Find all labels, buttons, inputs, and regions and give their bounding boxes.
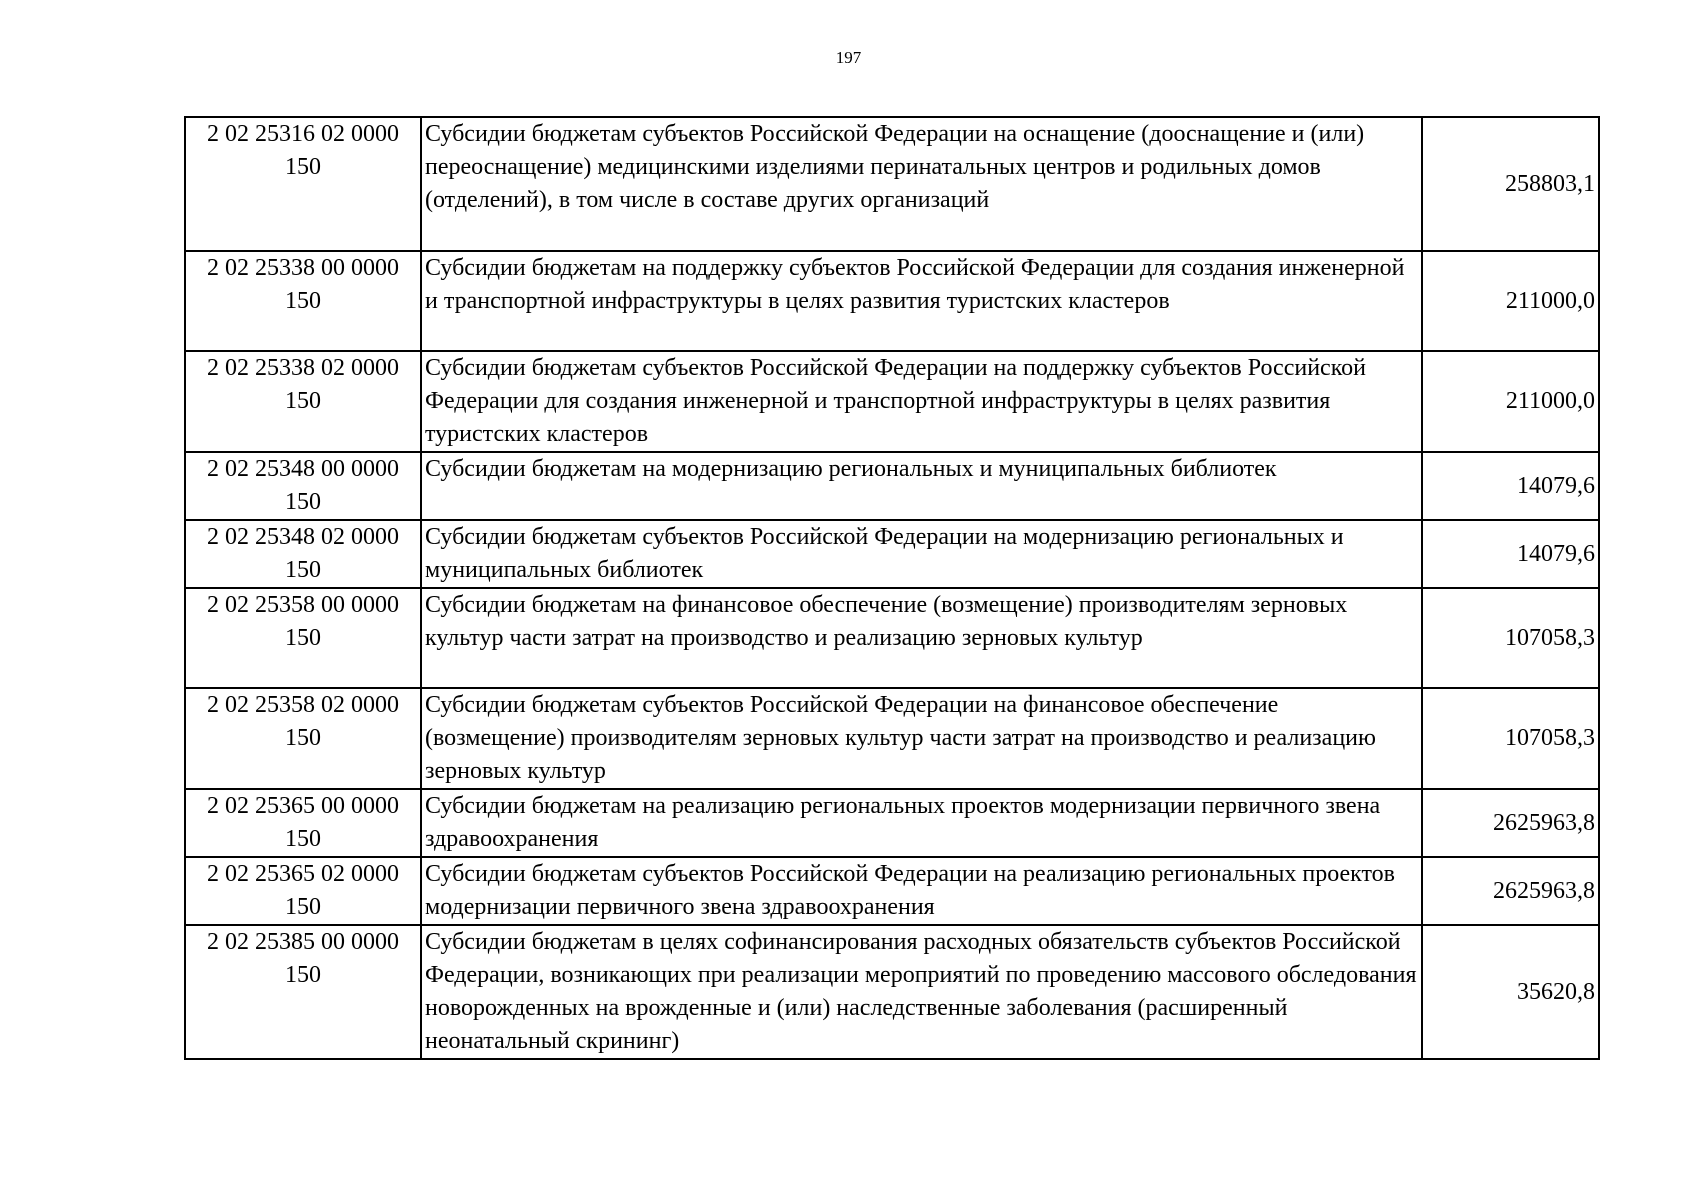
page-number: 197 — [835, 48, 862, 67]
budget-revenue-table — [184, 116, 1600, 1060]
amount-cell: 14079,6 — [1422, 452, 1599, 520]
description-cell: Субсидии бюджетам субъектов Российской Федерации на оснащение (дооснащение и (или) переоснащение) медицинскими изделиями перинатальных центров и родильных домов (отделений), в том числе в составе других организаций — [421, 117, 1422, 251]
amount-cell: 35620,8 — [1422, 925, 1599, 1059]
amount-cell: 2625963,8 — [1422, 789, 1599, 857]
table-row — [185, 588, 1599, 688]
budget-code-cell — [185, 452, 421, 520]
description-cell: Субсидии бюджетам на финансовое обеспечение (возмещение) производителям зерновых культур части затрат на производство и реализацию зерновых культур — [421, 588, 1422, 688]
table-row — [185, 925, 1599, 1059]
description-cell: Субсидии бюджетам на поддержку субъектов Российской Федерации для создания инженерной и транспортной инфраструктуры в целях развития туристских кластеров — [421, 251, 1422, 351]
budget-code: 2 02 25316 02 0000 — [207, 121, 399, 147]
budget-code: 2 02 25365 02 0000 — [207, 861, 399, 887]
description-cell: Субсидии бюджетам субъектов Российской Федерации на финансовое обеспечение (возмещение) производителям зерновых культур части затрат на производство и реализацию зерновых культур — [421, 688, 1422, 789]
budget-code: 2 02 25385 00 0000 — [207, 929, 399, 955]
description-cell: Субсидии бюджетам на реализацию региональных проектов модернизации первичного звена здравоохранения — [421, 789, 1422, 857]
budget-code: 2 02 25348 00 0000 — [207, 456, 399, 482]
budget-code-cell — [185, 251, 421, 351]
amount-cell: 258803,1 — [1422, 117, 1599, 251]
budget-code-cell — [185, 351, 421, 452]
table-row — [185, 857, 1599, 925]
table-row — [185, 351, 1599, 452]
table-row — [185, 117, 1599, 251]
description-cell: Субсидии бюджетам в целях софинансирования расходных обязательств субъектов Российской Федерации, возникающих при реализации мероприятий по проведению массового обследования новорожденных на врожденные и (или) наследственные заболевания (расширенный неонатальный скрининг) — [421, 925, 1422, 1059]
description-cell: Субсидии бюджетам субъектов Российской Федерации на реализацию региональных проектов модернизации первичного звена здравоохранения — [421, 857, 1422, 925]
table-row — [185, 688, 1599, 789]
budget-code-suffix: 150 — [285, 962, 321, 988]
budget-code-cell — [185, 925, 421, 1059]
budget-code: 2 02 25358 02 0000 — [207, 692, 399, 718]
description-cell: Субсидии бюджетам субъектов Российской Федерации на модернизацию региональных и муниципальных библиотек — [421, 520, 1422, 588]
budget-code: 2 02 25365 00 0000 — [207, 793, 399, 819]
description-cell: Субсидии бюджетам субъектов Российской Федерации на поддержку субъектов Российской Федерации для создания инженерной и транспортной инфраструктуры в целях развития туристских кластеров — [421, 351, 1422, 452]
budget-code-suffix: 150 — [285, 388, 321, 414]
budget-code-cell — [185, 688, 421, 789]
table-row — [185, 789, 1599, 857]
amount-cell: 211000,0 — [1422, 351, 1599, 452]
budget-code-suffix: 150 — [285, 826, 321, 852]
budget-code-suffix: 150 — [285, 154, 321, 180]
budget-code-cell — [185, 520, 421, 588]
amount-cell: 107058,3 — [1422, 688, 1599, 789]
budget-code: 2 02 25358 00 0000 — [207, 592, 399, 618]
budget-code: 2 02 25338 00 0000 — [207, 255, 399, 281]
budget-code-suffix: 150 — [285, 288, 321, 314]
budget-code: 2 02 25348 02 0000 — [207, 524, 399, 550]
description-cell: Субсидии бюджетам на модернизацию региональных и муниципальных библиотек — [421, 452, 1422, 520]
table-row — [185, 251, 1599, 351]
budget-code-cell — [185, 789, 421, 857]
amount-cell: 107058,3 — [1422, 588, 1599, 688]
budget-code-cell — [185, 117, 421, 251]
budget-code-cell — [185, 588, 421, 688]
budget-code-suffix: 150 — [285, 894, 321, 920]
budget-code-suffix: 150 — [285, 489, 321, 515]
amount-cell: 2625963,8 — [1422, 857, 1599, 925]
budget-code-suffix: 150 — [285, 725, 321, 751]
budget-code: 2 02 25338 02 0000 — [207, 355, 399, 381]
budget-code-suffix: 150 — [285, 625, 321, 651]
table-row — [185, 520, 1599, 588]
amount-cell: 14079,6 — [1422, 520, 1599, 588]
table-row — [185, 452, 1599, 520]
budget-code-cell — [185, 857, 421, 925]
amount-cell: 211000,0 — [1422, 251, 1599, 351]
budget-code-suffix: 150 — [285, 557, 321, 583]
